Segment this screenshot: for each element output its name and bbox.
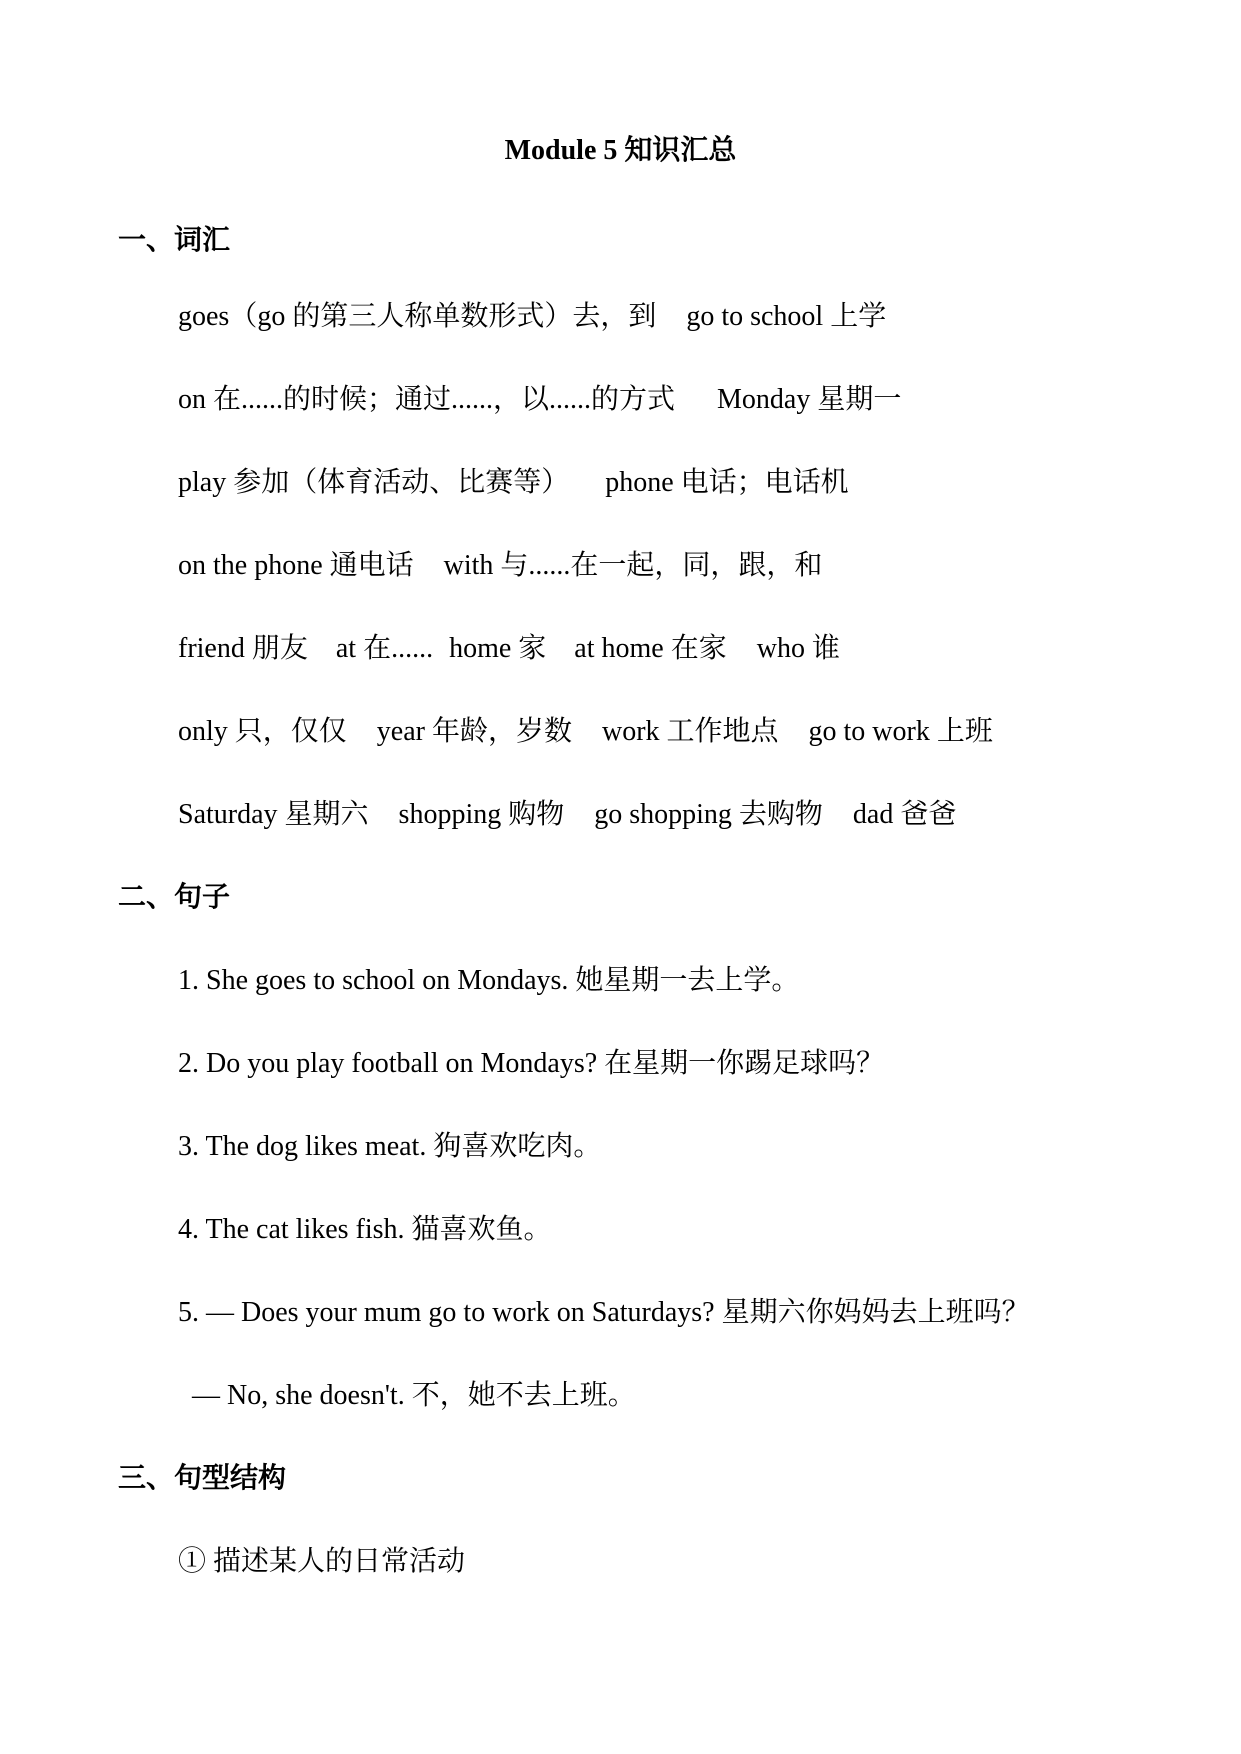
vocab-item: Saturday 星期六 [178, 799, 369, 830]
vocab-item: goes（go 的第三人称单数形式）去，到 [178, 301, 657, 332]
vocab-item: only 只，仅仅 [178, 716, 347, 747]
vocab-item: on the phone 通电话 [178, 550, 414, 581]
vocab-item: home 家 [449, 633, 547, 664]
vocab-item: go to school 上学 [686, 301, 887, 332]
sentence-line: 3. The dog likes meat. 狗喜欢吃肉。 [178, 1131, 602, 1162]
section-heading-vocab: 一、词汇 [118, 225, 231, 256]
vocab-item: with 与......在一起，同，跟，和 [443, 550, 823, 581]
sentence-line: 5. — Does your mum go to work on Saturdays? 星期六你妈妈去上班吗？ [178, 1297, 1030, 1328]
page-title: Module 5 知识汇总 [504, 135, 737, 166]
vocab-item: year 年龄，岁数 [376, 716, 572, 747]
vocab-item: go to work 上班 [808, 716, 993, 747]
sentence-line: 4. The cat likes fish. 猫喜欢鱼。 [178, 1214, 552, 1245]
section-heading-sentences: 二、句子 [118, 882, 231, 913]
sentence-line: 1. She goes to school on Mondays. 她星期一去上学。 [178, 965, 800, 996]
vocab-item: phone 电话；电话机 [605, 467, 849, 498]
section-heading-structures: 三、句型结构 [118, 1463, 287, 1494]
vocab-line [178, 380, 901, 420]
vocab-line [178, 297, 886, 337]
vocab-line [178, 463, 849, 503]
vocab-item: on 在......的时候；通过......，以......的方式 [178, 384, 676, 415]
vocab-item: shopping 购物 [398, 799, 565, 830]
vocab-line [178, 546, 822, 586]
vocab-line [178, 629, 840, 669]
vocab-item: go shopping 去购物 [594, 799, 823, 830]
vocab-item: at 在...... [335, 633, 434, 664]
vocab-item: play 参加（体育活动、比赛等） [178, 467, 570, 498]
vocab-item: at home 在家 [574, 633, 727, 664]
vocab-item: Monday 星期一 [717, 384, 902, 415]
vocab-item: friend 朋友 [178, 633, 308, 664]
sentence-line: — No, she doesn't. 不，她不去上班。 [192, 1380, 636, 1411]
vocab-line [178, 795, 956, 835]
vocab-item: dad 爸爸 [852, 799, 957, 830]
vocab-line [178, 712, 993, 752]
vocab-item: who 谁 [756, 633, 840, 664]
sentence-line: 2. Do you play football on Mondays? 在星期一你踢足球吗？ [178, 1048, 885, 1079]
vocab-item: work 工作地点 [601, 716, 779, 747]
structure-line: ① 描述某人的日常活动 [178, 1546, 466, 1577]
